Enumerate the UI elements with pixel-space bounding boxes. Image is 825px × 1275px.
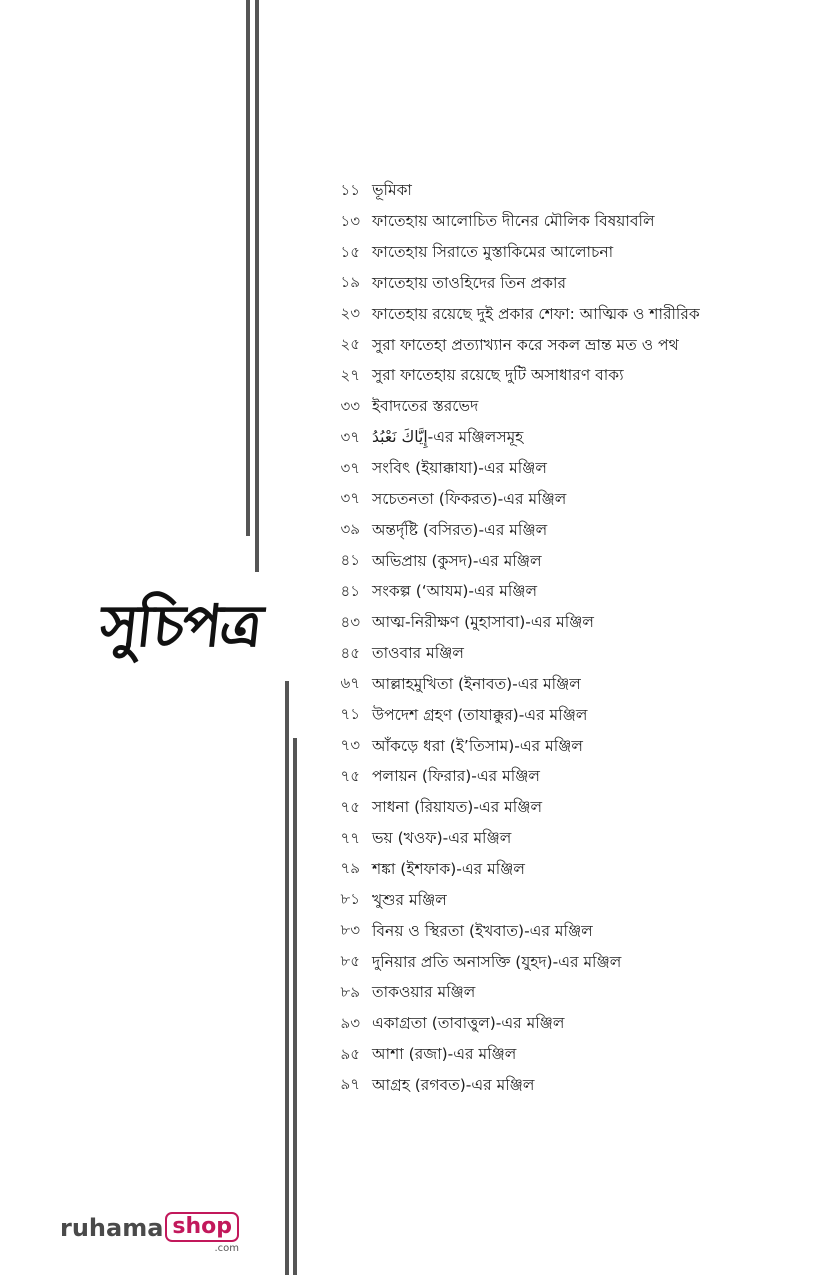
toc-page-number: ৯৫ — [340, 1044, 360, 1063]
table-of-contents — [328, 176, 808, 1101]
toc-row — [328, 1040, 808, 1071]
toc-page-number: ৩৭ — [340, 458, 360, 477]
toc-row — [328, 978, 808, 1009]
bottom-rule-left — [285, 681, 289, 1275]
toc-entry-title: সুরা ফাতেহা প্রত্যাখ্যান করে সকল ভ্রান্ত মত ও পথ — [372, 335, 679, 354]
toc-row — [328, 454, 808, 485]
publisher-logo — [60, 1212, 239, 1254]
toc-entry-title: উপদেশ গ্রহণ (তাযাক্কুর)-এর মঞ্জিল — [372, 705, 588, 724]
toc-entry-title: সাধনা (রিয়াযত)-এর মঞ্জিল — [372, 798, 543, 817]
toc-entry-title: দুনিয়ার প্রতি অনাসক্তি (যুহদ)-এর মঞ্জিল — [372, 952, 622, 971]
toc-row — [328, 484, 808, 515]
toc-row — [328, 1009, 808, 1040]
toc-page-number: ৭৭ — [340, 828, 360, 847]
toc-page-number: ৭৯ — [340, 859, 360, 878]
toc-page-number: ৮৩ — [340, 921, 360, 940]
toc-page-number: ৪১ — [340, 581, 360, 600]
toc-entry-title: শঙ্কা (ইশফাক)-এর মঞ্জিল — [372, 859, 525, 878]
toc-page-number: ৪৫ — [340, 643, 360, 662]
toc-entry-title: ভয় (খওফ)-এর মঞ্জিল — [372, 829, 512, 848]
toc-page-number: ৪১ — [340, 551, 360, 570]
toc-row — [328, 238, 808, 269]
logo-shop-badge: shop — [165, 1212, 239, 1242]
toc-row — [328, 824, 808, 855]
toc-page-number: ৩৩ — [340, 396, 360, 415]
toc-page-number: ৮৯ — [340, 982, 360, 1001]
toc-page-number: ১৫ — [340, 242, 360, 261]
bottom-rule-right — [293, 738, 297, 1275]
toc-row — [328, 423, 808, 454]
toc-page-number: ২৩ — [340, 304, 360, 323]
toc-page-number: ১৩ — [340, 211, 360, 230]
toc-entry-title: পলায়ন (ফিরার)-এর মঞ্জিল — [372, 767, 540, 786]
toc-entry-title: আগ্রহ (রগবত)-এর মঞ্জিল — [372, 1075, 535, 1094]
toc-page-number: ১৯ — [340, 273, 360, 292]
toc-entry-title: তাওবার মঞ্জিল — [372, 644, 464, 663]
toc-entry-title: ভূমিকা — [372, 181, 412, 200]
toc-page-number: ২৭ — [340, 365, 360, 384]
toc-row — [328, 361, 808, 392]
toc-page-number: ৯৩ — [340, 1013, 360, 1032]
toc-entry-title: আল্লাহমুখিতা (ইনাবত)-এর মঞ্জিল — [372, 674, 581, 693]
toc-entry-title: সচেতনতা (ফিকরত)-এর মঞ্জিল — [372, 489, 567, 508]
toc-entry-title: সংকল্প (‘আযম)-এর মঞ্জিল — [372, 582, 538, 601]
toc-page-number: ২৫ — [340, 335, 360, 354]
page-title: সুচিপত্র — [96, 592, 265, 660]
toc-page-number: ৭৫ — [340, 766, 360, 785]
toc-page-number: ৮১ — [340, 890, 360, 909]
toc-row — [328, 577, 808, 608]
toc-page-number: ৭৩ — [340, 736, 360, 755]
toc-entry-title: ফাতেহায় তাওহিদের তিন প্রকার — [372, 273, 566, 292]
toc-entry-title: ফাতেহায় আলোচিত দীনের মৌলিক বিষয়াবলি — [372, 212, 655, 231]
toc-row — [328, 299, 808, 330]
top-rule-left — [246, 0, 250, 536]
toc-row — [328, 176, 808, 207]
toc-page-number: ৩৭ — [340, 489, 360, 508]
toc-row — [328, 916, 808, 947]
toc-row — [328, 855, 808, 886]
toc-page-number: ৮৫ — [340, 952, 360, 971]
toc-entry-title: সংবিৎ (ইয়াক্কাযা)-এর মঞ্জিল — [372, 459, 547, 478]
toc-entry-title: ইবাদতের স্তরভেদ — [372, 397, 479, 416]
toc-row — [328, 762, 808, 793]
toc-row — [328, 670, 808, 701]
toc-row — [328, 269, 808, 300]
toc-row — [328, 947, 808, 978]
toc-page-number: ৭১ — [340, 705, 360, 724]
toc-row — [328, 608, 808, 639]
toc-row — [328, 793, 808, 824]
toc-entry-title: ফাতেহায় রয়েছে দুই প্রকার শেফা: আত্মিক ও শারীরিক — [372, 304, 700, 323]
toc-entry-title: তাকওয়ার মঞ্জিল — [372, 983, 476, 1002]
toc-page-number: ৩৯ — [340, 520, 360, 539]
top-rule-right — [255, 0, 259, 572]
toc-row — [328, 515, 808, 546]
toc-entry-title: إِيَّاكَ نَعْبُدُ-এর মঞ্জিলসমূহ — [372, 428, 524, 447]
toc-entry-title: আশা (রজা)-এর মঞ্জিল — [372, 1045, 517, 1064]
logo-brand-text: ruhama — [60, 1214, 164, 1242]
toc-entry-title: বিনয় ও স্থিরতা (ইখবাত)-এর মঞ্জিল — [372, 921, 593, 940]
toc-row — [328, 731, 808, 762]
toc-entry-title: ফাতেহায় সিরাতে মুস্তাকিমের আলোচনা — [372, 243, 614, 262]
toc-entry-title: সুরা ফাতেহায় রয়েছে দুটি অসাধারণ বাক্য — [372, 366, 624, 385]
toc-row — [328, 392, 808, 423]
toc-page-number: ৯৭ — [340, 1075, 360, 1094]
toc-entry-title: অন্তর্দৃষ্টি (বসিরত)-এর মঞ্জিল — [372, 520, 548, 539]
toc-row — [328, 330, 808, 361]
toc-page-number: ৬৭ — [340, 674, 360, 693]
toc-row — [328, 207, 808, 238]
toc-page-number: ১১ — [340, 180, 360, 199]
toc-row — [328, 639, 808, 670]
toc-row — [328, 1070, 808, 1101]
toc-row — [328, 885, 808, 916]
toc-page-number: ৭৫ — [340, 797, 360, 816]
toc-entry-title: আত্ম-নিরীক্ষণ (মুহাসাবা)-এর মঞ্জিল — [372, 613, 594, 632]
toc-entry-title: একাগ্রতা (তাবাত্তুল)-এর মঞ্জিল — [372, 1014, 565, 1033]
toc-page-number: ৩৭ — [340, 427, 360, 446]
toc-entry-title: অভিপ্রায় (কুসদ)-এর মঞ্জিল — [372, 551, 542, 570]
toc-row — [328, 546, 808, 577]
toc-page-number: ৪৩ — [340, 612, 360, 631]
toc-entry-title: খুশুর মঞ্জিল — [372, 890, 447, 909]
logo-domain-text: .com — [214, 1243, 240, 1254]
toc-entry-title: আঁকড়ে ধরা (ই’তিসাম)-এর মঞ্জিল — [372, 736, 583, 755]
toc-row — [328, 700, 808, 731]
